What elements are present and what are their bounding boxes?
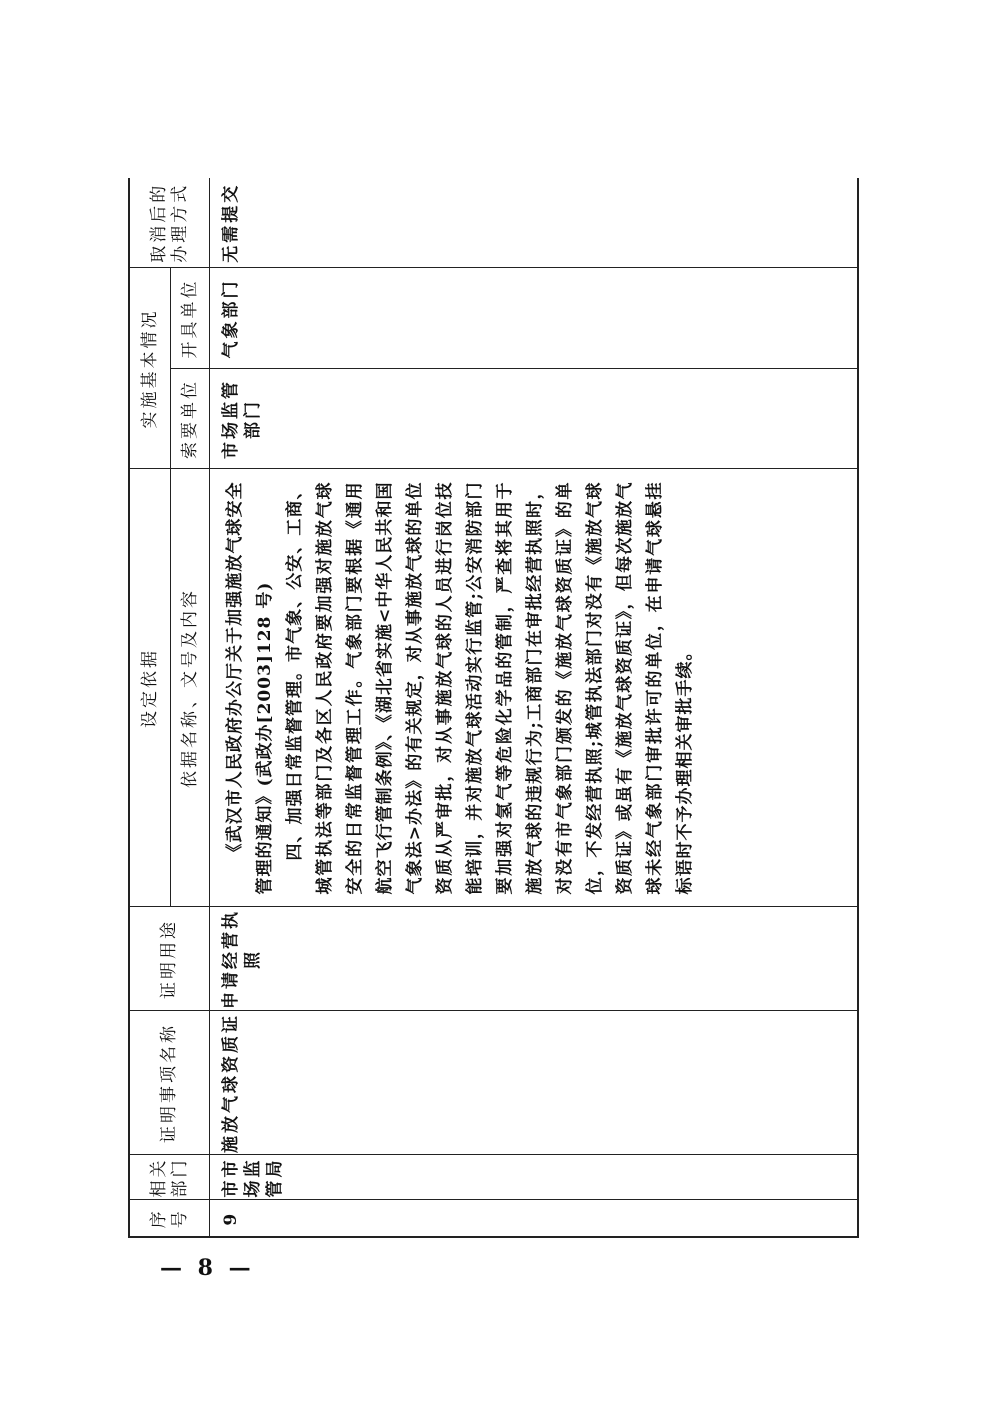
basis-paragraph-1: 《武汉市人民政府办公厅关于加强施放气球安全管理的通知》(武政办[2003]128 号) xyxy=(225,481,275,895)
header-seq: 序号 xyxy=(129,1200,210,1237)
table-wrapper xyxy=(128,178,859,1238)
seq-value: 9 xyxy=(221,1210,241,1226)
cell-item xyxy=(210,1011,859,1155)
cell-req xyxy=(210,369,859,469)
open-value: 气象部门 xyxy=(221,278,241,359)
basis-paragraph-2: 四、加强日常监督管理。市气象、公安、工商、城管执法等部门及各区人民政府要加强对施放气球安全的日常监督管理工作。气象部门要根据《通用航空飞行管制条例》、《湖北省实施<中华人民共和国气象法>办法》的有关规定，对从事施放气球的单位资质从严审批，对从事施放气球的人员进行岗位技能培训，并对施放气球活动实行监管;公安消防部门要加强对氢气等危险化学品的管制，严查将其用于施放气球的违规行为;工商部门在审批经营执照时，对没有市气象部门颁发的《施放气球资质证》的单位，不发经营执照;城管执法部门对没有《施放气球资质证》或虽有《施放气球资质证》，但每次施放气球未经气象部门审批许可的单位，在申请气球悬挂标语时不予办理相关审批手续。 xyxy=(285,481,695,895)
item-value: 施放气球资质证 xyxy=(221,1013,241,1153)
table-row xyxy=(210,178,859,1237)
header-impl-group: 实施基本情况 xyxy=(129,268,171,469)
basis-text xyxy=(210,470,700,907)
use-value: 申请经营执照 xyxy=(221,909,263,1009)
header-basis-sub: 依据名称、文号及内容 xyxy=(171,469,210,907)
after-value: 无需提交 xyxy=(221,182,241,263)
certification-table xyxy=(128,178,859,1238)
cell-after xyxy=(210,178,859,268)
header-after: 取消后的办理方式 xyxy=(129,178,210,268)
rotated-table-region xyxy=(128,178,859,1238)
header-item: 证明事项名称 xyxy=(129,1011,210,1155)
header-impl-open: 开具单位 xyxy=(171,268,210,369)
cell-basis xyxy=(210,469,859,907)
header-basis-group: 设定依据 xyxy=(129,469,171,907)
req-value: 市场监管部门 xyxy=(221,379,263,459)
cell-dept xyxy=(210,1155,859,1200)
cell-seq xyxy=(210,1200,859,1237)
header-dept: 相关部门 xyxy=(129,1155,210,1200)
dept-value: 市市场监管局 xyxy=(221,1157,285,1198)
header-impl-req: 索要单位 xyxy=(171,369,210,469)
cell-use xyxy=(210,907,859,1011)
header-use: 证明用途 xyxy=(129,907,210,1011)
cell-open xyxy=(210,268,859,369)
page-number: — 8 — xyxy=(160,1255,255,1281)
